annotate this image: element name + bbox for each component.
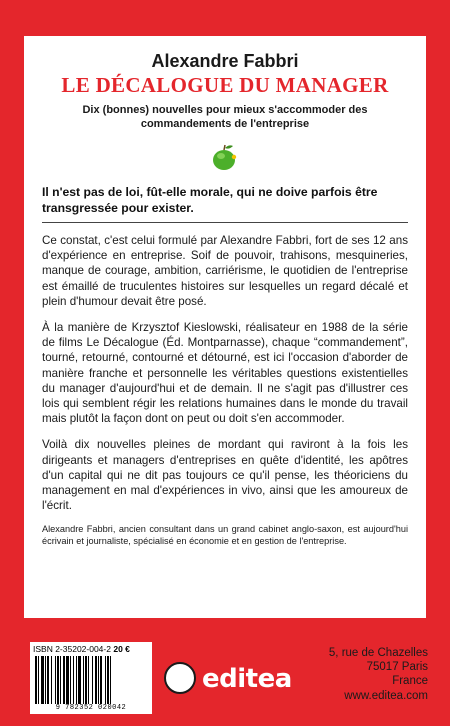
publisher-address bbox=[329, 646, 428, 703]
lead-statement: Il n'est pas de loi, fût-elle morale, qui ne doive parfois être transgressée pour exister. bbox=[42, 185, 378, 215]
address-line: 5, rue de Chazelles bbox=[328, 647, 428, 659]
isbn-line bbox=[33, 644, 149, 655]
author-bio: Alexandre Fabbri, ancien consultant dans un grand cabinet anglo-saxon, est aujourd'hui écrivain et journaliste, spécialisé en économie et en gestion de l'entreprise. bbox=[42, 524, 408, 547]
barcode-digits: 9 782352 020042 bbox=[55, 704, 127, 712]
back-cover-panel bbox=[24, 36, 426, 618]
blurb-paragraph-3: Voilà dix nouvelles pleines de mordant qui raviront à la fois les dirigeants et managers d'entreprises en quête d'identité, les apôtres d'un capital qui ne dit pas toujours ce qu'il pense, les théoriciens du management en mal d'expériences in vivo, ainsi que les amoureux de l'écrit. bbox=[42, 438, 408, 513]
apple-emblem bbox=[42, 143, 408, 171]
address-line: France bbox=[392, 675, 428, 688]
isbn-number: ISBN 2-35202-004-2 bbox=[33, 644, 111, 654]
address-line: 75017 Paris bbox=[366, 661, 428, 674]
divider-line bbox=[42, 222, 408, 223]
book-title: LE DÉCALOGUE DU MANAGER bbox=[61, 73, 389, 97]
publisher-logo-text: editea bbox=[202, 664, 292, 694]
blurb-paragraph-1: Ce constat, c'est celui formulé par Alexandre Fabbri, fort de ses 12 ans d'expérience en entreprise. Soif de pouvoir, trahisons, mesquineries, manque de courage, ambition, carriérisme, le quotidien de l'entreprise est émaillé de truculentes histoires sur lesquelles un regard décalé et plein d'humour devait être posé. bbox=[42, 234, 408, 308]
publisher-logo-circle-icon bbox=[164, 662, 196, 694]
blurb-paragraph-2: À la manière de Krzysztof Kieslowski, réalisateur en 1988 de la série de films Le Décalogue (Éd. Montparnasse), chaque “commandement”, tourné, retourné, contourné et détourné, est ici l'occasion d'aborder de manière franche et personnelle les véritables questions existentielles du manager d'aujourd'hui et de demain. Il ne s'agit pas d'illustrer ces lois qui semblent régir les relations humaines dans le monde du travail mais plutôt la façon dont on peut ou doit s'en accommoder. bbox=[42, 321, 408, 426]
price-label: 20 € bbox=[113, 644, 130, 654]
publisher-logo bbox=[164, 662, 294, 696]
green-apple-icon bbox=[209, 143, 241, 171]
publisher-website[interactable]: www.editea.com bbox=[344, 689, 428, 702]
barcode-icon bbox=[33, 656, 149, 704]
author-name: Alexandre Fabbri bbox=[151, 51, 299, 71]
barcode-block bbox=[30, 642, 152, 714]
book-subtitle: Dix (bonnes) nouvelles pour mieux s'accommoder des commandements de l'entreprise bbox=[82, 104, 368, 130]
